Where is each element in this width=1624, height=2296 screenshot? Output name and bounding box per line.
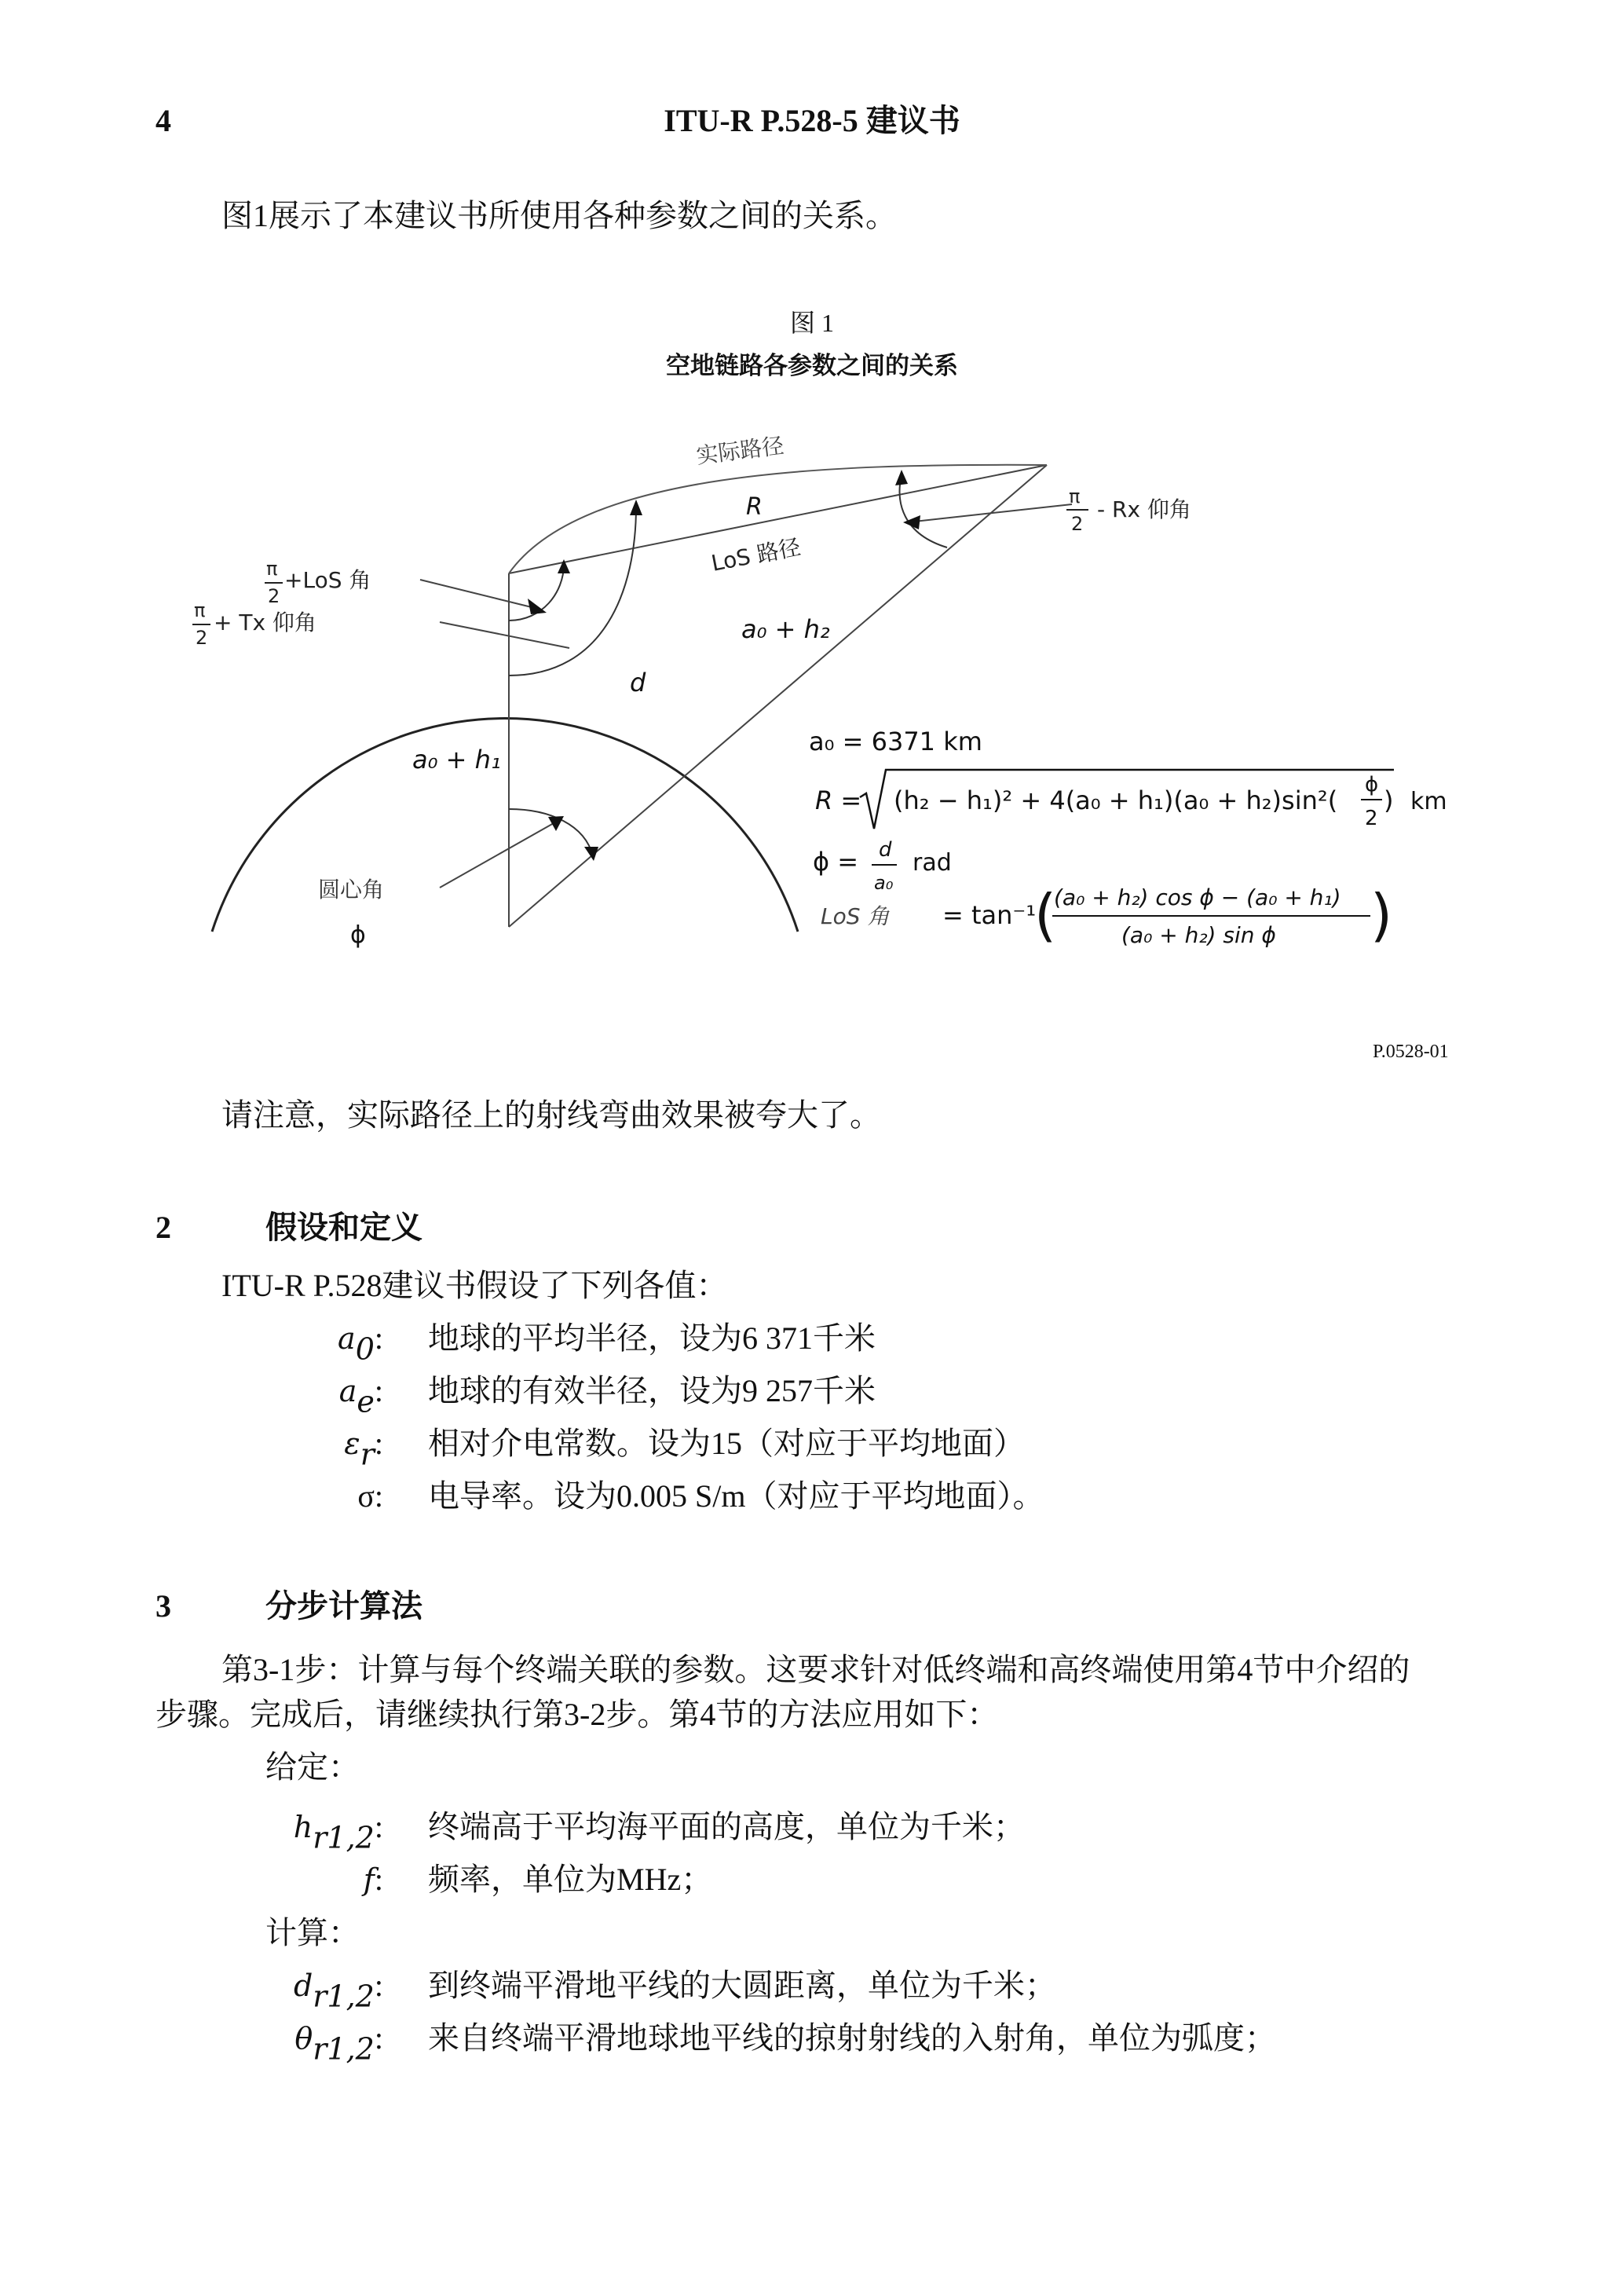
section3-paragraph-line2: 步骤。完成后，请继续执行第3-2步。第4节的方法应用如下： xyxy=(155,1697,999,1732)
page-header-title: ITU-R P.528-5 建议书 xyxy=(664,103,960,138)
eq-R-frac-den: 2 xyxy=(1365,807,1378,830)
radius-to-rx-line xyxy=(509,465,1047,927)
rx-pi: π xyxy=(1069,485,1081,507)
section3-paragraph-line1: 第3-1步：计算与每个终端关联的参数。这要求针对低终端和高终端使用第4节中介绍的 xyxy=(221,1652,1410,1687)
eq-R-unit: km xyxy=(1410,788,1447,815)
eq-phi-den: a₀ xyxy=(874,872,894,894)
intro-paragraph: 图1展示了本建议书所使用各种参数之间的关系。 xyxy=(221,198,897,233)
eq-los-den: (a₀ + h₂) sin ϕ xyxy=(1121,922,1276,948)
rx-angle-label: - Rx 仰角 xyxy=(1097,496,1191,522)
eq-R-rhs: (h₂ − h₁)² + 4(a₀ + h₁)(a₀ + h₂)sin²( xyxy=(894,785,1338,815)
section2-number: 2 xyxy=(155,1210,171,1245)
los-angle-label: +LoS 角 xyxy=(284,567,371,593)
given-label: 给定： xyxy=(265,1749,360,1785)
center-angle-arc xyxy=(509,809,593,856)
phi-label: ϕ xyxy=(350,921,366,949)
tx-two: 2 xyxy=(196,627,208,649)
section2-title: 假设和定义 xyxy=(265,1210,422,1245)
d-label: d xyxy=(630,668,646,698)
tx-pi: π xyxy=(194,599,206,621)
figure-note: 请注意，实际路径上的射线弯曲效果被夸大了。 xyxy=(221,1097,881,1133)
actual-path-label: 实际路径 xyxy=(694,432,786,469)
eq-a0: a₀ = 6371 km xyxy=(809,727,982,756)
los-path-label: LoS 路径 xyxy=(709,533,803,577)
center-angle-pointer xyxy=(440,823,554,888)
rx-two: 2 xyxy=(1071,513,1084,535)
section2-intro: ITU-R P.528建议书假设了下列各值： xyxy=(221,1268,728,1303)
svg-text:(: ( xyxy=(1034,882,1057,948)
eq-phi-lhs: ϕ = xyxy=(813,847,859,877)
svg-text:): ) xyxy=(1370,882,1393,948)
figure-diagram xyxy=(0,0,1624,1045)
figure-number: 图 1 xyxy=(789,309,834,337)
tangent-line xyxy=(440,622,569,648)
rx-angle-pointer xyxy=(907,504,1072,522)
a0-h2-label: a₀ + h₂ xyxy=(741,614,830,644)
earth-arc xyxy=(212,719,798,932)
eq-los-eq: = tan⁻¹ xyxy=(942,900,1037,930)
eq-phi-unit: rad xyxy=(913,849,952,877)
eq-R-close: ) xyxy=(1384,785,1394,815)
eq-los-num: (a₀ + h₂) cos ϕ − (a₀ + h₁) xyxy=(1054,884,1341,910)
R-label: R xyxy=(746,493,763,521)
figure-title: 空地链路各参数之间的关系 xyxy=(666,352,958,379)
eq-los-lhs: LoS 角 xyxy=(821,903,890,929)
compute-label: 计算： xyxy=(265,1915,360,1950)
eq-R-lhs: R = xyxy=(815,785,862,815)
section3-title: 分步计算法 xyxy=(265,1588,422,1624)
center-angle-label: 圆心角 xyxy=(318,877,385,903)
eq-R-frac-num: ϕ xyxy=(1365,773,1379,796)
los-angle-pointer xyxy=(420,580,538,609)
los-pi: π xyxy=(266,558,278,580)
tx-angle-arc xyxy=(509,507,636,676)
page-number: 4 xyxy=(155,103,171,138)
tx-angle-label: + Tx 仰角 xyxy=(214,610,316,635)
section3-number: 3 xyxy=(155,1588,171,1624)
los-two: 2 xyxy=(268,585,280,607)
a0-h1-label: a₀ + h₁ xyxy=(412,745,501,774)
eq-phi-num: d xyxy=(879,838,892,862)
figure-code: P.0528-01 xyxy=(1373,1042,1449,1062)
